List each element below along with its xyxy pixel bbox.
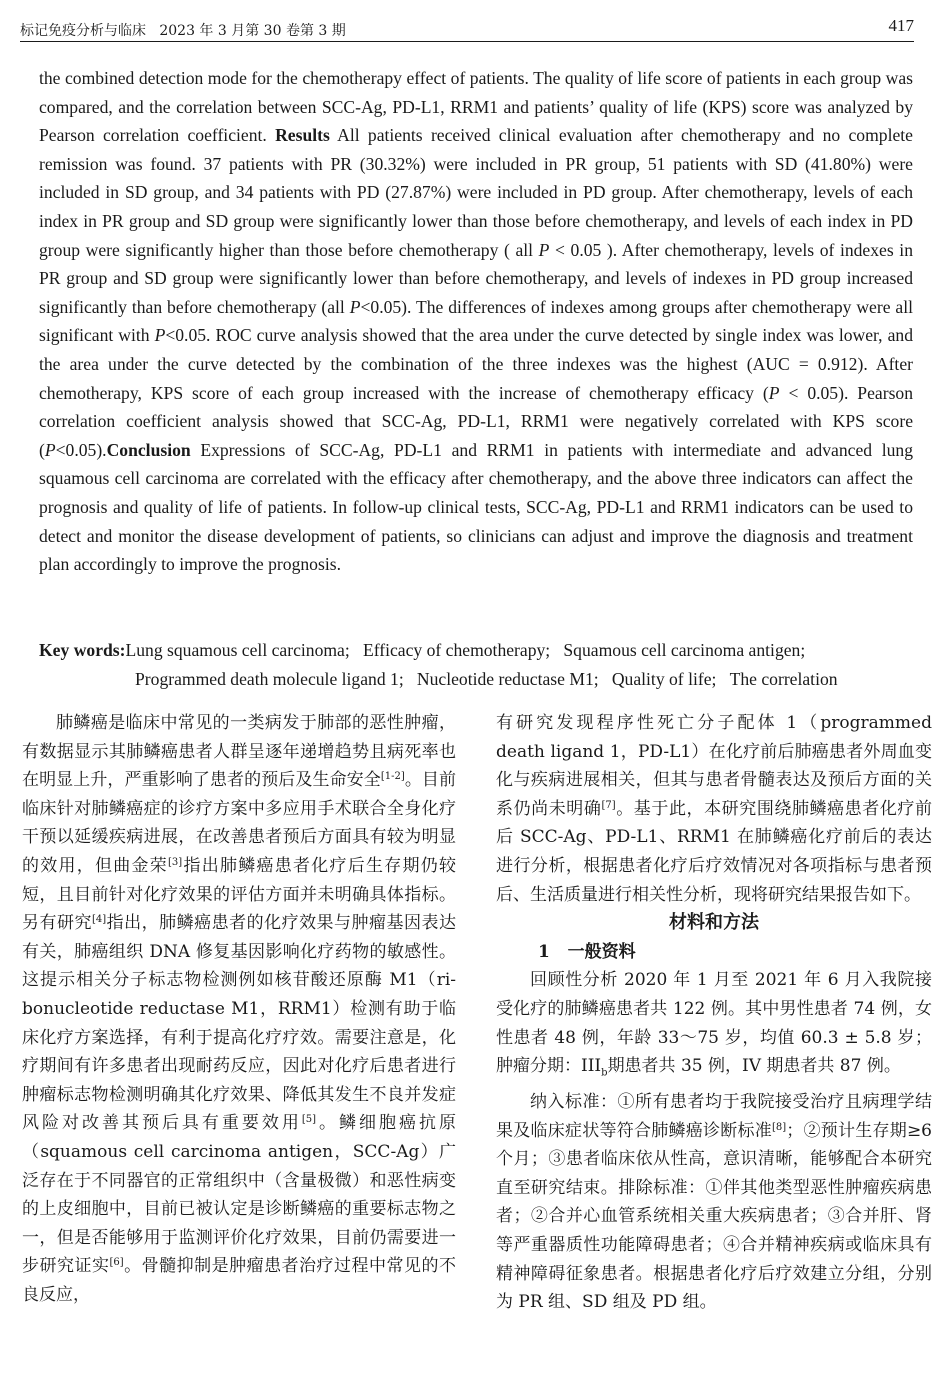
abstract-results-1: All patients received clinical evaluation after chemotherapy and no complete remission was found. 37 patients with PR (30.32%) were included in PR group, 51 patients with SD (41.80%) were included in SD group, and 34 patients with PD (27.87%) were included in PD group. After chemotherapy, levels of each index in PR group and SD group were significantly lower than those before chemotherapy, and levels of each index in PD group were significantly higher than those before chemotherapy ( all xyxy=(39,125,913,260)
keywords-line-1 xyxy=(39,636,913,665)
citation: [5] xyxy=(301,1114,317,1126)
citation: [6] xyxy=(109,1257,124,1269)
keywords-list-1: Lung squamous cell carcinoma; Efficacy of chemotherapy; Squamous cell carcinoma antigen; xyxy=(125,640,806,660)
intro-text: 。骨髓抑制是肿瘤患者治疗过程中常见的不良反应， xyxy=(22,1256,457,1305)
p-symbol: P xyxy=(349,296,361,317)
keywords-line-2: Programmed death molecule ligand 1; Nucleotide reductase M1; Quality of life; The correlation xyxy=(135,668,838,689)
citation: [3] xyxy=(168,856,183,868)
abstract-results-5: < 0.05). Pearson correlation coefficient analysis showed that SCC-Ag, PD-L1, RRM1 were negatively correlated with KPS score ( xyxy=(39,382,914,460)
p-symbol: P xyxy=(538,239,550,260)
p-symbol: P xyxy=(154,325,166,346)
stage-subscript: b xyxy=(601,1067,608,1079)
citation: [4] xyxy=(91,914,107,926)
header-rule xyxy=(20,41,914,42)
journal-info: 标记免疫分析与临床 2023 年 3 月第 30 卷第 3 期 xyxy=(20,23,346,39)
intro-text: 指出，肺鳞癌患者的化疗效果与肿瘤基因表达有关，肺癌组织 DNA 修复基因影响化疗药物的敏感性。这提示相关分子标志物检测例如核苷酸还原酶 M1（ri-bonucleotide reductase M1，RRM1）检测有助于临床化疗方案选择，有利于提高化疗疗效。需要注意是，化疗期间有许多患者出现耐药反应，因此对化疗后患者进行肿瘤标志物检测明确其化疗效果、降低其发生不良并发症风险对改善其预后具有重要效用 xyxy=(22,913,457,1134)
body-right-column xyxy=(496,709,932,1317)
intro-text: 指出肺鳞癌患者化疗后生存期仍较短，且目前针对化疗效果的评估方面并未明确具体指标。另有研究 xyxy=(22,855,457,934)
intro-continuation xyxy=(496,709,932,909)
abstract-conclusion: Expressions of SCC-Ag, PD-L1 and RRM1 in patients with intermediate and advanced lung squamous cell carcinoma are correlated with the efficacy after chemotherapy, and the above three indicators can affect the prognosis and quality of life of patients. In follow-up clinical tests, SCC-Ag, PD-L1 and RRM1 indicators can be used to detect and monitor the disease development of patients, so clinicians can adjust and improve the diagnosis and treatment plan accordingly to improve the prognosis. xyxy=(39,439,913,575)
intro-paragraph xyxy=(22,709,456,1309)
abstract-methods-end: the combined detection mode for the chemotherapy effect of patients. The quality of life score of patients in each group was compared, and the correlation between SCC-Ag, PD-L1, RRM1 and patients’ quality of life (KPS) score was analyzed by Pearson correlation coefficient. xyxy=(39,68,913,146)
conclusion-label: Conclusion xyxy=(106,439,191,460)
english-abstract xyxy=(39,64,913,579)
keywords-block xyxy=(39,636,913,693)
section-title: 材料和方法 xyxy=(669,912,759,934)
body-text: ；②预计生存期≥6 个月；③患者临床依从性高，意识清晰，能够配合本研究直至研究结束。排除标准：①伴其他类型恶性肿瘤疾病患者；②合并心血管系统相关重大疾病患者；③合并肝、肾等严重器质性功能障碍患者；④合并精神疾病或临床具有精神障碍征象患者。根据患者化疗后疗效建立分组，分别为 PR 组、SD 组及 PD 组。 xyxy=(496,1120,933,1313)
intro-text: 。目前临床针对肺鳞癌症的诊疗方案中多应用手术联合全身化疗干预以延缓疾病进展，在改善患者预后方面具有较为明显的效用，但曲金荣 xyxy=(22,770,457,876)
citation: [1-2] xyxy=(380,771,405,783)
page-number: 417 xyxy=(888,16,914,35)
body-text: 回顾性分析 2020 年 1 月至 2021 年 6 月入我院接受化疗的肺鳞癌患者共 122 例。其中男性患者 74 例，女性患者 48 例，年龄 33～75 岁，均值 60.3 ± 5.8 岁；肿瘤分期：III xyxy=(496,970,932,1077)
keywords-label: Key words: xyxy=(39,640,126,660)
intro-text: 有研究发现程序性死亡分子配体 1（programmed death ligand 1，PD-L1）在化疗前后肺癌患者外周血变化与疾病进展相关，但其与患者骨髓表达及预后方面的关系仍尚未明确 xyxy=(496,713,932,819)
citation: [8] xyxy=(772,1121,787,1133)
p-symbol: P xyxy=(44,439,56,460)
body-text: 纳入标准：①所有患者均于我院接受治疗且病理学结果及临床症状等符合肺鳞癌诊断标准 xyxy=(496,1092,932,1141)
abstract-results-2: < 0.05 ). After chemotherapy, levels of indexes in PR group and SD group were significantly lower than before chemotherapy, and levels of indexes in PD group increased significantly than before chemotherapy (all xyxy=(39,239,913,317)
abstract-results-4: <0.05. ROC curve analysis showed that the area under the curve detected by single index was lower, and the area under the curve detected by the combination of the three indexes was the highest (AUC = 0.912). After chemotherapy, KPS score of each group increased with the increase of chemotherapy efficacy ( xyxy=(39,325,913,403)
running-header xyxy=(20,16,914,42)
general-data-paragraph xyxy=(496,966,932,1088)
p-symbol: P xyxy=(768,382,780,403)
citation: [7] xyxy=(601,799,616,811)
abstract-results-3: <0.05). The differences of indexes among groups after chemotherapy were all significant with xyxy=(39,296,913,346)
body-text: 期患者共 35 例，IV 期患者共 87 例。 xyxy=(607,1056,901,1077)
body-left-column xyxy=(22,709,456,1309)
subsection-title: 1 一般资料 xyxy=(538,941,636,962)
intro-text: 肺鳞癌是临床中常见的一类病发于肺部的恶性肿瘤，有数据显示其肺鳞癌患者人群呈逐年递增趋势且病死率也在明显上升，严重影响了患者的预后及生命安全 xyxy=(22,713,456,791)
results-label: Results xyxy=(275,125,330,146)
intro-text: 。鳞细胞癌抗原（squamous cell carcinoma antigen，SCC-Ag）广泛存在于不同器官的正常组织中（含量极微）和恶性病变的上皮细胞中，目前已被认定是诊断鳞癌的重要标志物之一，但是否能够用于监测评价化疗效果，目前仍需要进一步研究证实 xyxy=(22,1113,457,1277)
criteria-paragraph xyxy=(496,1088,932,1317)
abstract-results-6: <0.05). xyxy=(55,439,107,460)
intro-text: 。基于此，本研究围绕肺鳞癌患者化疗前后 SCC-Ag、PD-L1、RRM1 在肺鳞癌化疗前后的表达进行分析，根据患者化疗后疗效情况对各项指标与患者预后、生活质量进行相关性分析，现将研究结果报告如下。 xyxy=(496,798,933,905)
